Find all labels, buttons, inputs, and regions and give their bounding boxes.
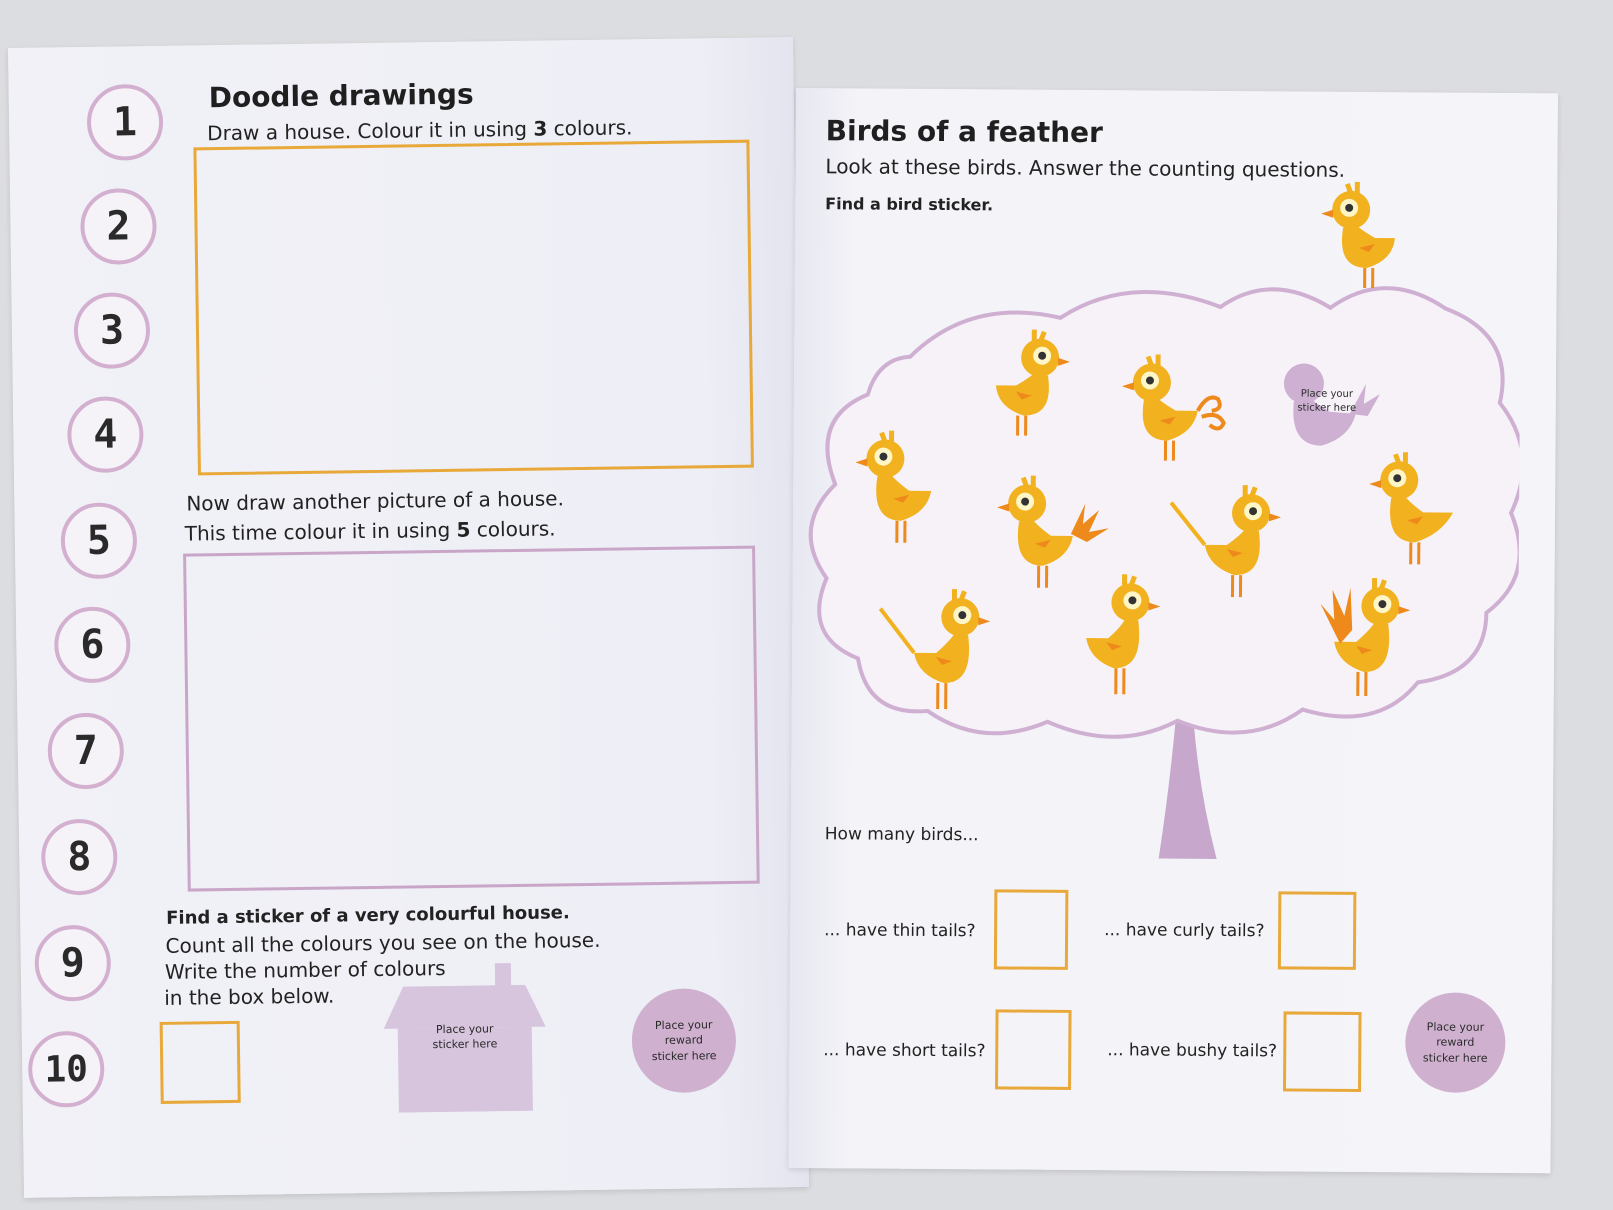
bird-icon	[1369, 450, 1470, 571]
bird-icon	[1313, 180, 1404, 291]
sticker-task-title: Find a sticker of a very colourful house.	[166, 902, 570, 929]
answer-box-colours[interactable]	[160, 1021, 241, 1104]
sticker-task-line-2: Count all the colours you see on the house.	[165, 927, 601, 958]
number-circle-9: 9	[34, 925, 111, 1002]
bird-icon	[847, 428, 958, 549]
sticker-task-line-3: Write the number of colours	[164, 955, 446, 984]
question-curly-tails: ... have curly tails?	[1104, 920, 1265, 942]
right-page	[788, 88, 1558, 1173]
instruction-counting: Look at these birds. Answer the counting questions.	[825, 154, 1346, 182]
number-circle-6: 6	[54, 606, 131, 683]
reward-sticker-left[interactable]: Place your reward sticker here	[631, 988, 736, 1093]
answer-box-thin-tails[interactable]	[994, 889, 1069, 970]
page-title: Doodle drawings	[208, 77, 474, 115]
drawing-box-2[interactable]	[183, 546, 760, 892]
drawing-box-1[interactable]	[193, 140, 754, 476]
number-circle-8: 8	[41, 819, 118, 896]
answer-box-short-tails[interactable]	[995, 1009, 1072, 1090]
number-circle-1: 1	[87, 84, 164, 161]
bird-sticker-placeholder[interactable]	[1269, 353, 1380, 454]
number-circle-5: 5	[60, 502, 137, 579]
sticker-task-line-4: in the box below.	[164, 983, 335, 1010]
bird-icon	[1300, 574, 1431, 705]
bird-icon	[876, 587, 1007, 718]
answer-box-bushy-tails[interactable]	[1283, 1011, 1362, 1092]
instruction-3-colours: Draw a house. Colour it in using 3 colours.	[207, 115, 633, 146]
house-sticker-label: Place your sticker here	[432, 1022, 498, 1052]
number-circle-2: 2	[80, 188, 157, 265]
bird-icon	[1082, 572, 1193, 703]
how-many-label: How many birds...	[824, 824, 979, 846]
number-circle-10: 10	[28, 1031, 105, 1108]
question-thin-tails: ... have thin tails?	[824, 920, 976, 942]
bird-sticker-label: Place your sticker here	[1297, 388, 1357, 414]
question-bushy-tails: ... have bushy tails?	[1107, 1040, 1278, 1062]
house-sticker-placeholder[interactable]	[383, 961, 547, 1113]
bird-icon	[984, 327, 1075, 438]
left-page	[8, 37, 809, 1198]
reward-sticker-right[interactable]: Place your reward sticker here	[1405, 992, 1506, 1093]
question-short-tails: ... have short tails?	[823, 1040, 986, 1062]
answer-box-curly-tails[interactable]	[1278, 891, 1357, 970]
bird-icon	[1113, 352, 1244, 463]
page-title: Birds of a feather	[825, 114, 1104, 150]
number-circle-4: 4	[67, 396, 144, 473]
instruction-draw-another: Now draw another picture of a house.	[186, 486, 565, 516]
instruction-5-colours: This time colour it in using 5 colours.	[184, 516, 556, 546]
number-circle-3: 3	[73, 292, 150, 369]
find-bird-sticker: Find a bird sticker.	[825, 194, 994, 215]
number-circle-7: 7	[47, 712, 124, 789]
